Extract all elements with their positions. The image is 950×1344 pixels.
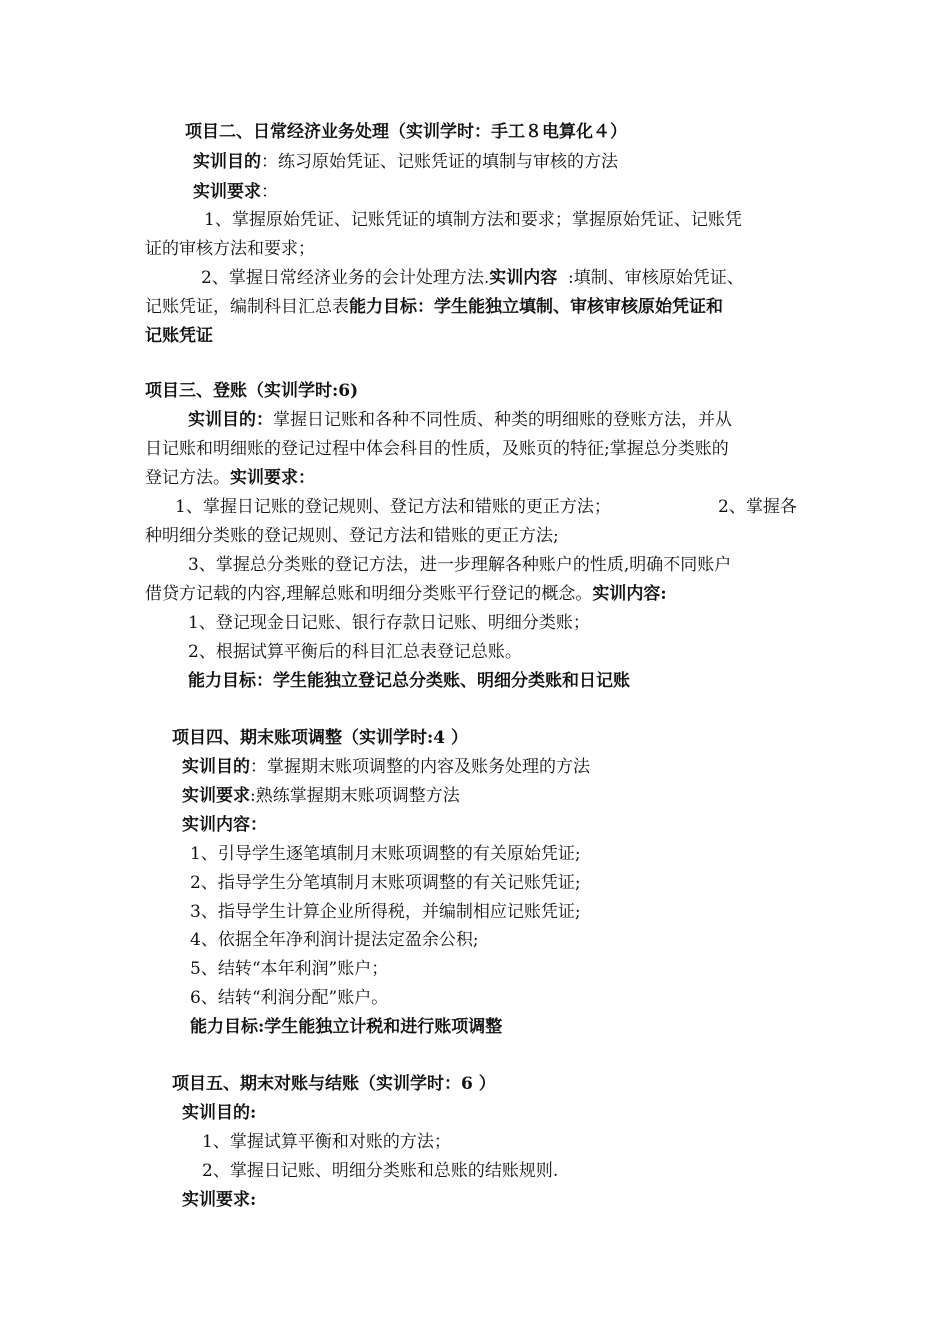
content-item: 2、根据试算平衡后的科目汇总表登记总账。 <box>188 642 522 662</box>
training-content-text: :填制、审核原始凭证、 <box>557 268 744 288</box>
section-heading-project-3: 项目三、登账（实训学时:6) <box>145 381 359 401</box>
section-heading-project-4: 项目四、期末账项调整（实训学时:4 ） <box>172 728 469 748</box>
training-requirements-label: 实训要求 <box>193 182 261 202</box>
training-requirements-label: 实训要求 <box>182 786 250 806</box>
training-content-label: 实训内容 <box>489 268 558 288</box>
requirement-item <box>201 264 744 292</box>
requirement-item: 1、掌握原始凭证、记账凭证的填制方法和要求；掌握原始凭证、记账凭 <box>204 210 742 230</box>
training-purpose <box>193 148 618 176</box>
training-purpose-text: 掌握日记账和各种不同性质、种类的明细账的登账方法，并从 <box>273 410 732 430</box>
content-continued <box>145 293 723 321</box>
requirement-item: 3、掌握总分类账的登记方法，进一步理解各种账户的性质,明确不同账户 <box>188 555 732 575</box>
content-item: 4、依据全年净利润计提法定盈余公积; <box>190 930 479 950</box>
ability-goal: 能力目标：学生能独立登记总分类账、明细分类账和日记账 <box>188 671 630 691</box>
content-text: 记账凭证，编制科目汇总表 <box>145 297 349 317</box>
section-heading-project-2: 项目二、日常经济业务处理（实训学时：手工８电算化４） <box>185 122 627 142</box>
training-purpose <box>182 753 590 781</box>
training-purpose-label: 实训目的: <box>182 1103 257 1123</box>
training-purpose-text: ：掌握期末账项调整的内容及账务处理的方法 <box>250 757 590 777</box>
training-purpose-label: 实训目的 <box>193 152 261 172</box>
training-purpose-text: ：练习原始凭证、记账凭证的填制与审核的方法 <box>261 152 618 172</box>
training-purpose-label: 实训目的： <box>188 410 273 430</box>
training-requirements <box>193 178 278 206</box>
requirement-item-continued <box>145 580 667 608</box>
content-item: 5、结转“本年利润”账户； <box>190 959 389 979</box>
ability-goal-continued: 记账凭证 <box>145 326 213 346</box>
requirement-item: 1、掌握日记账的登记规则、登记方法和错账的更正方法； <box>175 497 611 517</box>
training-purpose <box>188 406 732 434</box>
ability-goal: 能力目标:学生能独立计税和进行账项调整 <box>190 1017 503 1037</box>
section-heading-project-5: 项目五、期末对账与结账（实训学时：6 ） <box>172 1074 496 1094</box>
requirement-item-continued: 种明细分类账的登记规则、登记方法和错账的更正方法; <box>145 526 559 546</box>
training-requirements-label: 实训要求： <box>230 468 315 488</box>
training-requirements-label: 实训要求: <box>182 1190 257 1210</box>
requirement-item: 2、掌握各 <box>718 497 797 517</box>
content-item: 6、结转“利润分配”账户。 <box>190 988 389 1008</box>
content-item: 1、登记现金日记账、银行存款日记账、明细分类账； <box>188 613 590 633</box>
content-item: 2、指导学生分笔填制月末账项调整的有关记账凭证; <box>190 873 581 893</box>
paragraph-line <box>145 464 315 492</box>
training-content-label: 实训内容： <box>182 815 267 835</box>
ability-goal: 能力目标：学生能独立填制、审核审核原始凭证和 <box>349 297 723 317</box>
training-requirements <box>182 782 460 810</box>
content-item: 3、指导学生计算企业所得税，并编制相应记账凭证; <box>190 902 581 922</box>
purpose-item: 2、掌握日记账、明细分类账和总账的结账规则. <box>202 1161 559 1181</box>
training-purpose-label: 实训目的 <box>182 757 250 777</box>
training-requirements-text: :熟练掌握期末账项调整方法 <box>250 786 460 806</box>
requirement-item-continued: 证的审核方法和要求； <box>145 239 315 259</box>
paragraph-line: 日记账和明细账的登记过程中体会科目的性质，及账页的特征;掌握总分类账的 <box>145 439 729 459</box>
training-content-label: 实训内容: <box>592 584 667 604</box>
training-requirements-colon: ： <box>261 182 278 202</box>
training-purpose-text: 登记方法。 <box>145 468 230 488</box>
content-item: 1、引导学生逐笔填制月末账项调整的有关原始凭证; <box>190 844 581 864</box>
requirement-text: 借贷方记载的内容,理解总账和明细分类账平行登记的概念。 <box>145 584 593 604</box>
requirement-text: 2、掌握日常经济业务的会计处理方法. <box>201 268 490 288</box>
purpose-item: 1、掌握试算平衡和对账的方法； <box>202 1132 451 1152</box>
